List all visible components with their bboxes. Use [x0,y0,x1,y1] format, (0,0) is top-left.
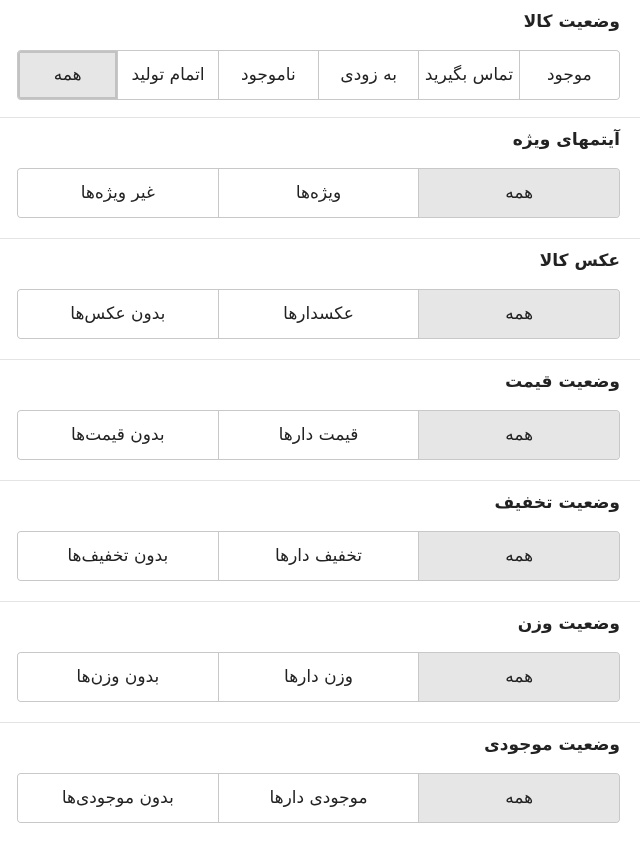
segmented-control [17,50,620,100]
option-button[interactable]: همه [418,653,619,701]
option-button[interactable]: تخفیف دارها [218,532,419,580]
filter-section-discount-status [0,481,640,602]
section-title: عکس کالا [539,251,620,271]
option-button[interactable]: بدون موجودی‌ها [18,774,218,822]
section-title: آیتمهای ویژه [512,130,620,150]
option-button[interactable]: موجود [519,51,619,99]
option-button[interactable]: غیر ویژه‌ها [18,169,218,217]
section-title: وضعیت وزن [517,614,620,634]
option-button[interactable]: بدون عکس‌ها [18,290,218,338]
option-button[interactable]: همه [418,774,619,822]
option-button[interactable]: همه [18,51,117,99]
option-button[interactable]: وزن دارها [218,653,419,701]
option-button[interactable]: عکسدارها [218,290,419,338]
option-button[interactable]: اتمام تولید [117,51,217,99]
segmented-control [17,773,620,823]
segmented-control [17,289,620,339]
filter-section-stock-status [0,723,640,841]
filter-section-product-image [0,239,640,360]
option-button[interactable]: همه [418,169,619,217]
filter-section-price-status [0,360,640,481]
option-button[interactable]: همه [418,290,619,338]
option-button[interactable]: ناموجود [218,51,318,99]
filter-section-product-status [0,0,640,118]
segmented-control [17,652,620,702]
option-button[interactable]: قیمت دارها [218,411,419,459]
section-title: وضعیت تخفیف [494,493,620,513]
option-button[interactable]: بدون تخفیف‌ها [18,532,218,580]
segmented-control [17,410,620,460]
filter-section-featured-items [0,118,640,239]
segmented-control [17,168,620,218]
option-button[interactable]: ویژه‌ها [218,169,419,217]
option-button[interactable]: به زودی [318,51,418,99]
option-button[interactable]: همه [418,411,619,459]
option-button[interactable]: موجودی دارها [218,774,419,822]
segmented-control [17,531,620,581]
option-button[interactable]: همه [418,532,619,580]
section-title: وضعیت قیمت [505,372,620,392]
section-title: وضعیت موجودی [484,735,620,755]
option-button[interactable]: بدون قیمت‌ها [18,411,218,459]
filter-section-weight-status [0,602,640,723]
option-button[interactable]: تماس بگیرید [418,51,518,99]
option-button[interactable]: بدون وزن‌ها [18,653,218,701]
section-title: وضعیت کالا [523,12,620,32]
